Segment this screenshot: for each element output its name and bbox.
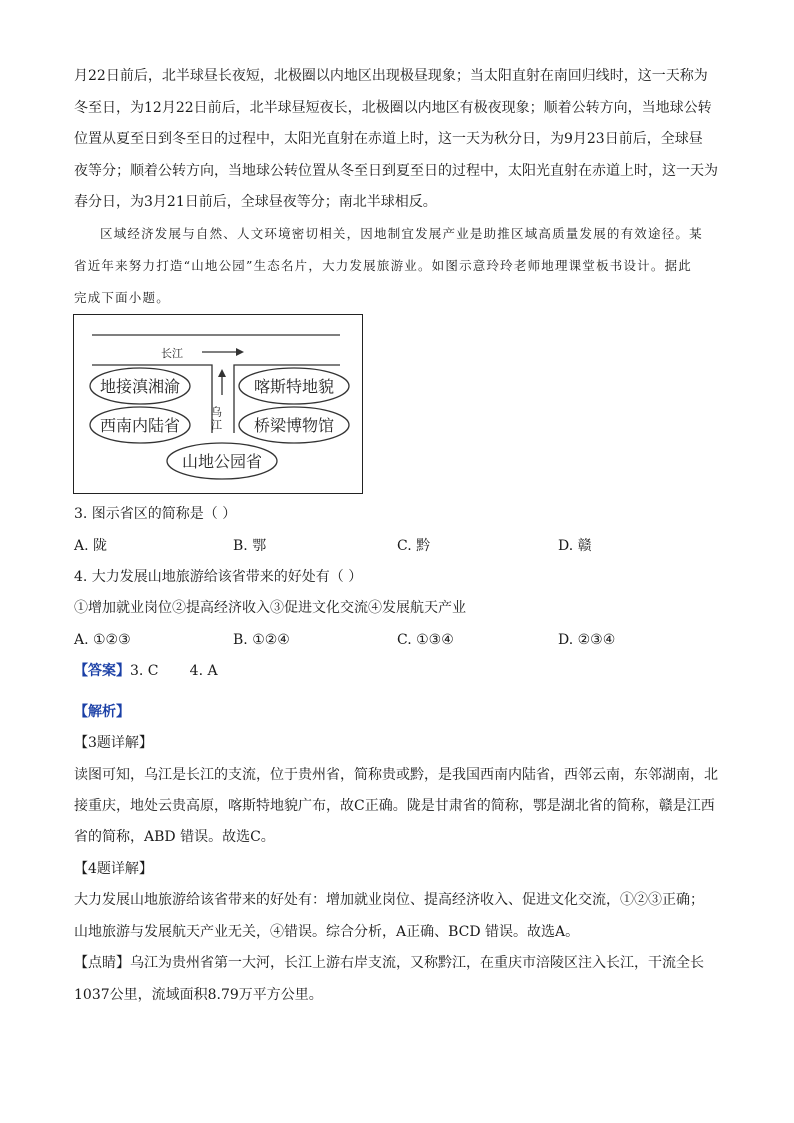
q3-option-d: D. 赣 (558, 538, 592, 554)
detail4-line: 山地旅游与发展航天产业无关，④错误。综合分析，A正确、BCD 错误。故选A。 (74, 924, 580, 940)
flow-arrow-head (236, 348, 244, 356)
q3-option-c: C. 黔 (397, 538, 431, 554)
wujiang-label: 乌江 (209, 406, 223, 432)
oval-label: 山地公园省 (181, 452, 263, 471)
detail4-line: 大力发展山地旅游给该省带来的好处有：增加就业岗位、提高经济收入、促进文化交流，①②③正确； (74, 892, 704, 908)
para1-line: 位置从夏至日到冬至日的过程中，太阳光直射在赤道上时，这一天为秋分日，为9月23日前后，全球昼 (74, 131, 703, 147)
oval-label: 桥梁博物馆 (253, 416, 335, 435)
wujiang-arrow-head (218, 369, 226, 377)
oval-label: 喀斯特地貌 (253, 377, 335, 396)
note-tag: 【点睛】 (74, 955, 130, 971)
detail3-line: 省的简称，ABD 错误。故选C。 (74, 829, 275, 845)
q4-stem: 4. 大力发展山地旅游给该省带来的好处有（ ） (74, 569, 363, 585)
answer-text: 3. C 4. A (130, 663, 218, 679)
q4-items: ①增加就业岗位②提高经济收入③促进文化交流④发展航天产业 (74, 600, 466, 616)
material-line: 完成下面小题。 (74, 290, 170, 305)
detail3-line: 读图可知，乌江是长江的支流，位于贵州省，简称贵或黔，是我国西南内陆省，西邻云南，东邻湖南，北 (74, 767, 718, 783)
analysis-tag: 【解析】 (74, 704, 130, 720)
para1-line: 春分日，为3月21日前后，全球昼夜等分；南北半球相反。 (74, 194, 437, 210)
oval-label: 地接滇湘渝 (99, 377, 181, 396)
detail3-line: 接重庆，地处云贵高原，喀斯特地貌广布，故C正确。陇是甘肃省的简称，鄂是湖北省的简称，赣是江西 (74, 798, 715, 814)
note-text: 乌江为贵州省第一大河，长江上游右岸支流，又称黔江，在重庆市涪陵区注入长江，干流全长 (130, 955, 704, 971)
para1-line: 冬至日，为12月22日前后，北半球昼短夜长，北极圈以内地区有极夜现象；顺着公转方向，当地球公转 (74, 100, 712, 116)
yangtze-label: 长江 (161, 347, 183, 360)
answer-tag: 【答案】 (74, 663, 130, 679)
para1-line: 夜等分；顺着公转方向，当地球公转位置从冬至日到夏至日的过程中，太阳光直射在赤道上时，这一天为 (74, 163, 718, 179)
detail4-tag: 【4题详解】 (74, 861, 153, 877)
q3-stem: 3. 图示省区的简称是（ ） (74, 506, 237, 522)
diagram-svg (74, 315, 364, 495)
blackboard-diagram (73, 314, 363, 494)
oval-label: 西南内陆省 (99, 416, 181, 435)
q3-option-a: A. 陇 (74, 538, 108, 554)
note-line (74, 953, 724, 973)
note-line-2: 1037公里，流域面积8.79万平方公里。 (74, 987, 323, 1003)
q4-option-d: D. ②③④ (558, 632, 616, 648)
detail3-tag: 【3题详解】 (74, 735, 153, 751)
material-line: 省近年来努力打造“山地公园”生态名片，大力发展旅游业。如图示意玲玲老师地理课堂板书设计。据此 (74, 258, 692, 273)
q4-option-b: B. ①②④ (233, 632, 290, 648)
material-line: 区域经济发展与自然、人文环境密切相关，因地制宜发展产业是助推区域高质量发展的有效途径。某 (100, 226, 703, 241)
q4-option-a: A. ①②③ (74, 632, 131, 648)
answer-line (74, 661, 724, 681)
para1-line: 月22日前后，北半球昼长夜短，北极圈以内地区出现极昼现象；当太阳直射在南回归线时，这一天称为 (74, 68, 708, 84)
q4-option-c: C. ①③④ (397, 632, 454, 648)
q3-option-b: B. 鄂 (233, 538, 267, 554)
